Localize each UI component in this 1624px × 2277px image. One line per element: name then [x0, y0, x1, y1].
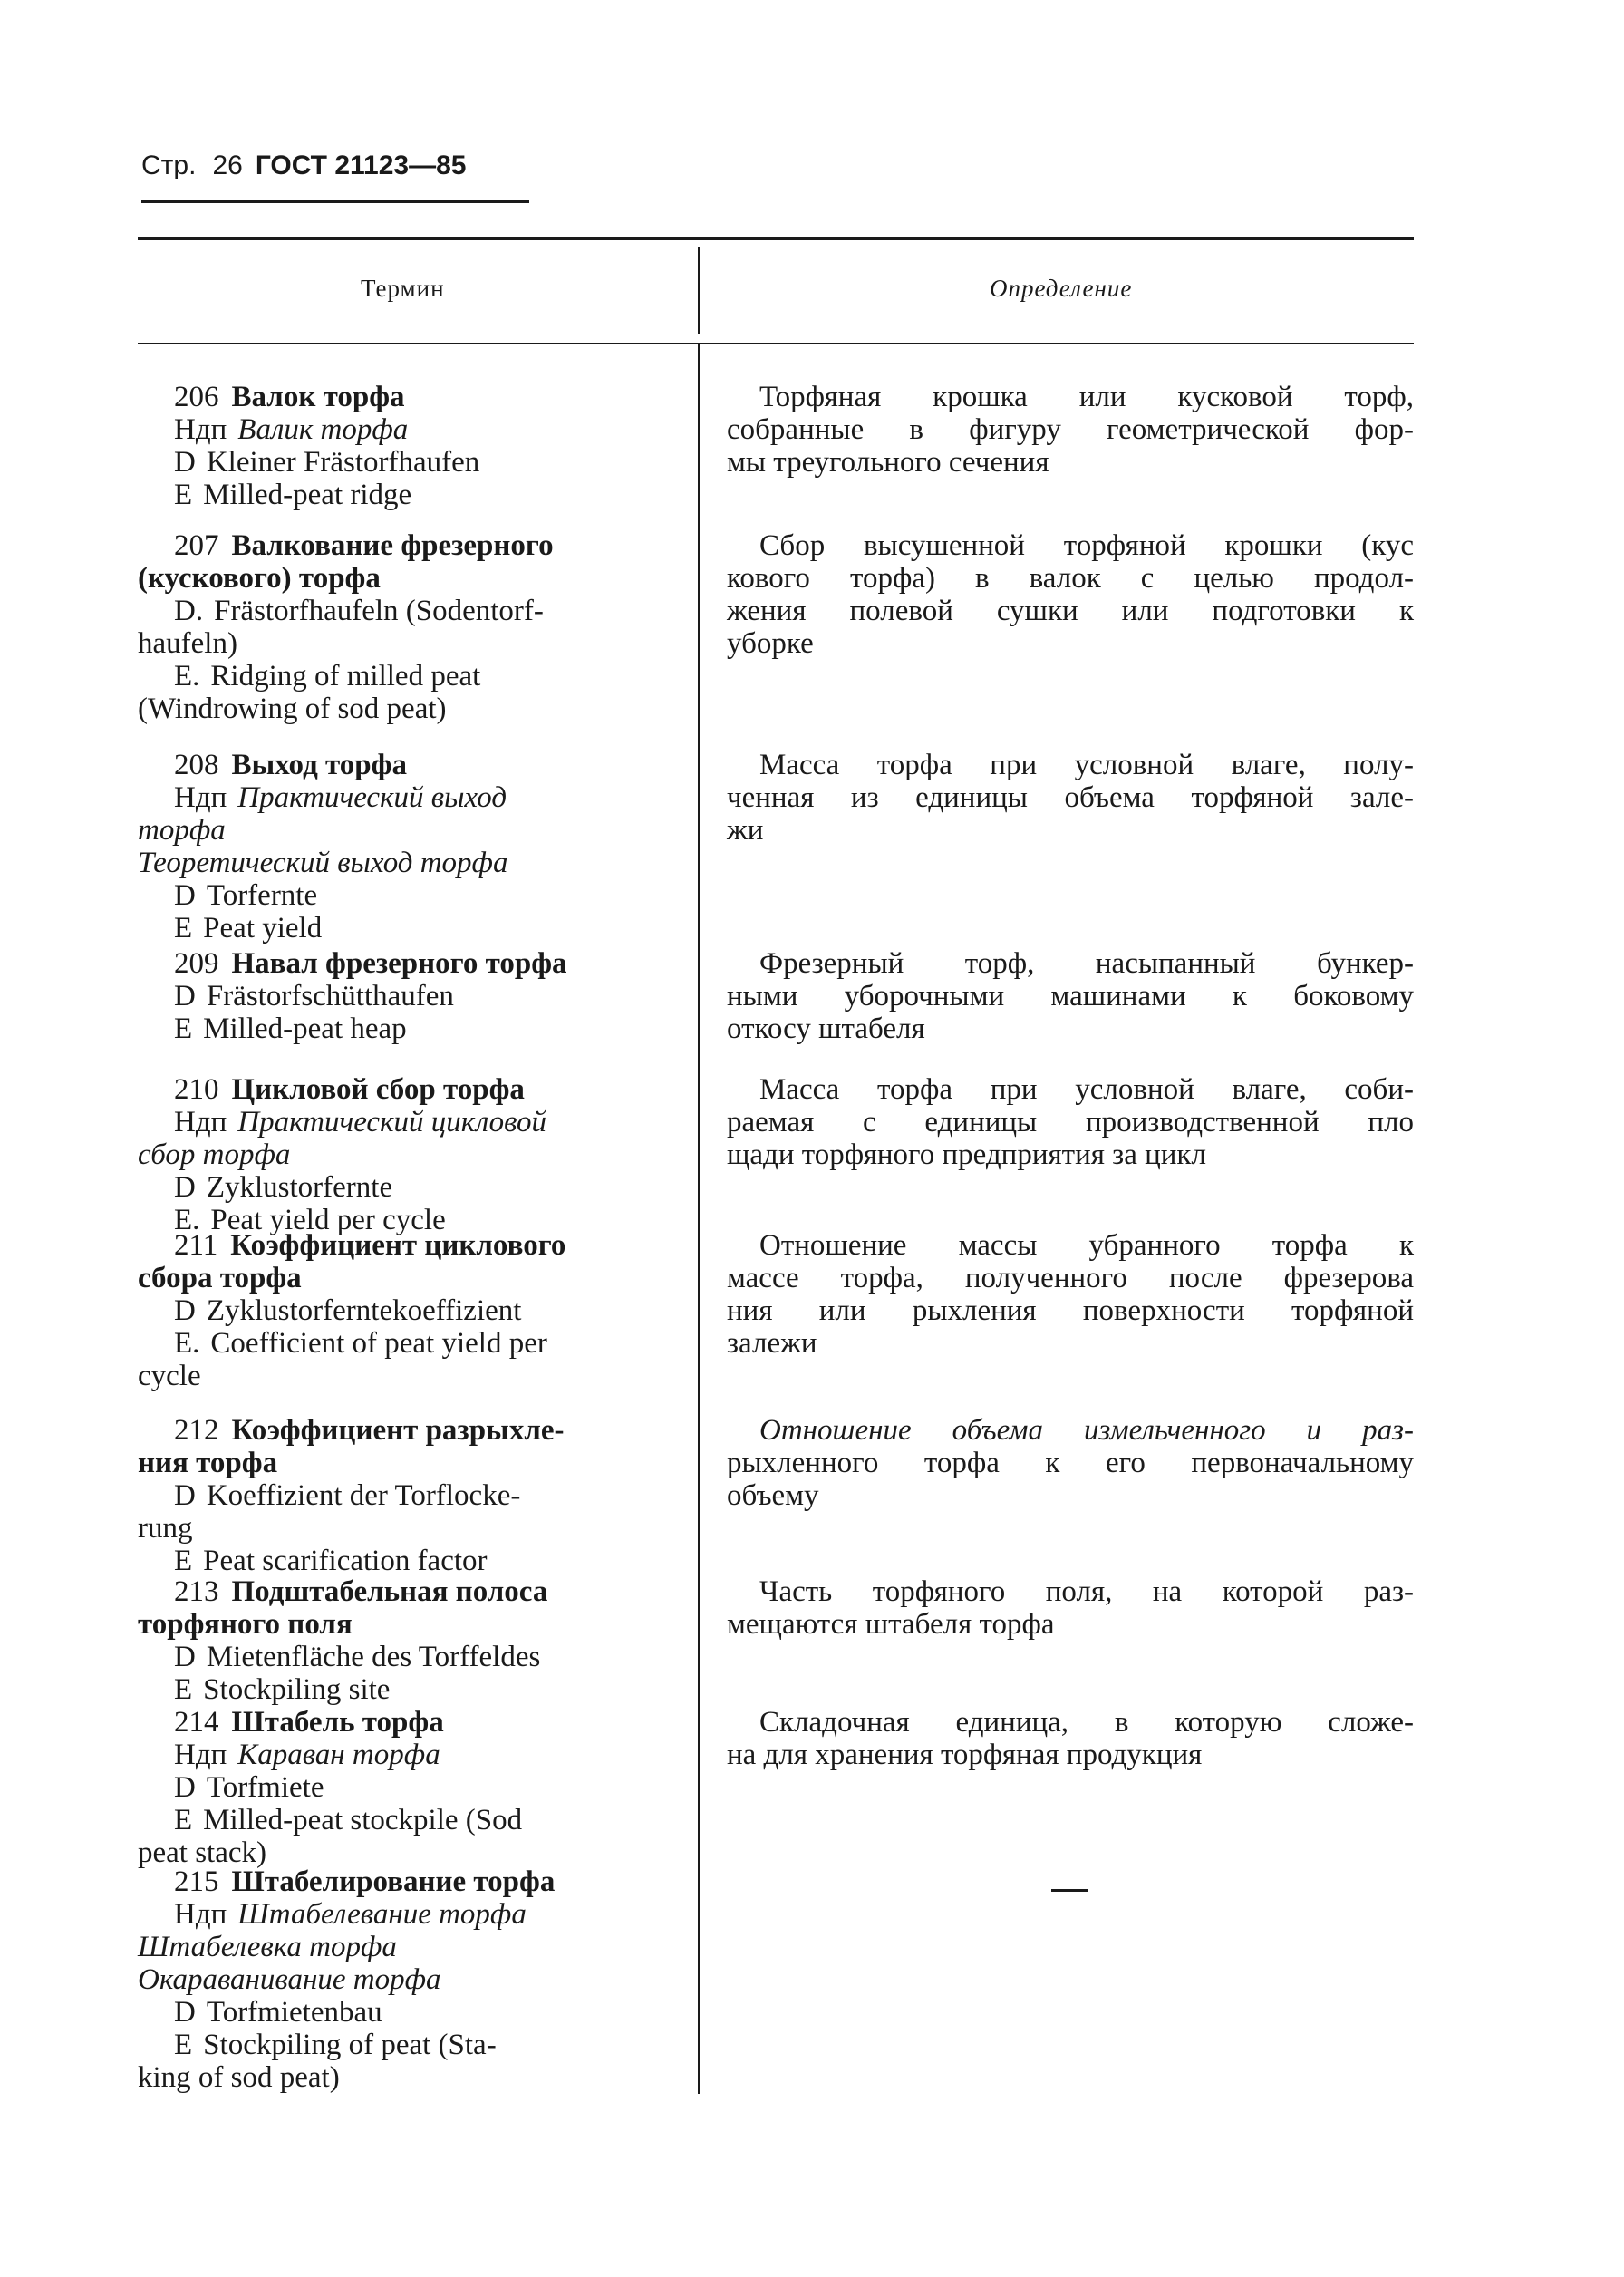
term-entry: [138, 1865, 672, 2094]
definition-entry: [727, 749, 1414, 847]
variant-prefix: D: [174, 980, 196, 1013]
table-header-rule: [138, 343, 1414, 344]
term-title: Подштабельная полоса: [231, 1575, 548, 1608]
definition-line: Фрезерный торф, насыпанный бункер-: [759, 947, 1414, 980]
term-variant-continuation: [138, 1836, 672, 1869]
definition-line: массе торфа, полученного после фрезерова: [727, 1262, 1414, 1294]
term-number: 213: [174, 1575, 219, 1608]
term-title-line: [138, 1865, 672, 1898]
definition-line: Часть торфяного поля, на которой раз-: [759, 1575, 1414, 1608]
header-column-divider: [698, 247, 700, 334]
variant-prefix: E.: [174, 1327, 200, 1360]
term-title-continuation: [138, 1447, 672, 1479]
term-variant: [138, 1739, 672, 1771]
variant-text: Kleiner Frästorfhaufen: [206, 446, 480, 479]
definition-line: щади торфяного предприятия за цикл: [727, 1138, 1206, 1171]
definition-entry: [727, 947, 1414, 1045]
definition-line: мещаются штабеля торфа: [727, 1608, 1055, 1641]
variant-prefix: D: [174, 1171, 196, 1204]
variant-prefix: Ндп: [174, 1739, 227, 1771]
term-number: 209: [174, 947, 219, 980]
term-entry: [138, 749, 672, 945]
term-variant: [138, 1545, 672, 1577]
variant-prefix: D: [174, 1294, 196, 1327]
term-number: 215: [174, 1865, 219, 1898]
variant-prefix: E: [174, 2029, 193, 2061]
term-title-continuation: [138, 1262, 672, 1294]
definition-line: Масса торфа при условной влаге, соби-: [759, 1073, 1414, 1106]
term-variant: [138, 1898, 672, 1931]
variant-text: сбор торфа: [138, 1138, 291, 1171]
term-title: Валкование фрезерного: [231, 529, 554, 562]
variant-text: Torfmietenbau: [206, 1996, 382, 2029]
definition-entry: [727, 1706, 1414, 1771]
variant-text: Теоретический выход торфа: [138, 847, 508, 879]
column-header-term: Термин: [361, 275, 445, 302]
definition-line: залежи: [727, 1327, 817, 1360]
variant-prefix: D: [174, 1641, 196, 1673]
term-variant: [138, 1804, 672, 1836]
term-variant-continuation: [138, 1138, 672, 1171]
column-divider: [698, 344, 700, 2094]
variant-text: Milled-peat ridge: [203, 479, 412, 511]
variant-prefix: E: [174, 1673, 193, 1706]
term-entry: [138, 1414, 672, 1577]
variant-text: Torfernte: [206, 879, 318, 912]
variant-text: Ridging of milled peat: [210, 660, 481, 693]
term-entry: [138, 947, 672, 1045]
term-title-line: [138, 381, 672, 413]
variant-text: Практический выход: [237, 781, 508, 814]
term-entry: [138, 529, 672, 725]
definition-line: объему: [727, 1479, 819, 1512]
definition-line: уборке: [727, 627, 814, 660]
term-title: Коэффициент разрыхле-: [231, 1414, 565, 1447]
term-variant-continuation: [138, 627, 672, 660]
term-variant: [138, 1641, 672, 1673]
definition-line: Отношение массы убранного торфа к: [759, 1229, 1414, 1262]
variant-text: Torfmiete: [206, 1771, 324, 1804]
term-variant: [138, 446, 672, 479]
term-variant: [138, 1013, 672, 1045]
variant-text: Mietenfläche des Torffeldes: [206, 1641, 541, 1673]
variant-text: Coefficient of peat yield per: [210, 1327, 547, 1360]
term-title: Штабель торфа: [231, 1706, 444, 1739]
term-variant-continuation: [138, 2061, 672, 2094]
term-title-line: [138, 749, 672, 781]
definition-line: ния или рыхления поверхности торфяной: [727, 1294, 1414, 1327]
definition-line: Масса торфа при условной влаге, полу-: [759, 749, 1414, 781]
term-variant-continuation: [138, 1963, 672, 1996]
column-header-definition: Определение: [990, 275, 1133, 302]
term-entry: [138, 1706, 672, 1869]
term-title: Валок торфа: [231, 381, 405, 413]
term-variant: [138, 1106, 672, 1138]
variant-text: торфа: [138, 814, 226, 847]
term-variant: [138, 660, 672, 693]
term-variant: [138, 980, 672, 1013]
definition-entry: [727, 1414, 1414, 1512]
term-variant: [138, 1294, 672, 1327]
term-number: 207: [174, 529, 219, 562]
term-title: Навал фрезерного торфа: [231, 947, 567, 980]
term-variant: [138, 1673, 672, 1706]
term-entry: [138, 1073, 672, 1236]
variant-prefix: E: [174, 1804, 193, 1836]
standard-code: ГОСТ 21123—85: [255, 150, 467, 180]
term-variant-continuation: [138, 847, 672, 879]
term-entry: [138, 1575, 672, 1706]
term-number: 211: [174, 1229, 218, 1262]
term-variant: [138, 1479, 672, 1512]
term-variant-continuation: [138, 814, 672, 847]
page-number: 26: [212, 150, 243, 180]
header-underline: [141, 200, 529, 203]
definition-entry: [727, 1073, 1414, 1171]
variant-prefix: Ндп: [174, 781, 227, 814]
variant-prefix: E.: [174, 1204, 200, 1236]
variant-text: haufeln): [138, 627, 237, 660]
variant-text: Milled-peat stockpile (Sod: [203, 1804, 523, 1836]
term-title: ния торфа: [138, 1447, 278, 1479]
definition-line: раемая с единицы производственной пло: [727, 1106, 1414, 1138]
definition-line: мы треугольного сечения: [727, 446, 1049, 479]
term-title: Коэффициент циклового: [230, 1229, 566, 1262]
definition-entry: [727, 1575, 1414, 1641]
term-variant-continuation: [138, 1931, 672, 1963]
term-variant: [138, 1996, 672, 2029]
term-variant: [138, 1771, 672, 1804]
term-variant: [138, 879, 672, 912]
term-number: 208: [174, 749, 219, 781]
term-title-line: [138, 529, 672, 562]
definition-line: откосу штабеля: [727, 1013, 925, 1045]
term-variant: [138, 479, 672, 511]
term-title: торфяного поля: [138, 1608, 353, 1641]
term-title: Штабелирование торфа: [231, 1865, 556, 1898]
definition-entry: [727, 1229, 1414, 1360]
variant-text: Zyklustorferntekoeffizient: [206, 1294, 522, 1327]
empty-definition-dash: [1051, 1889, 1088, 1892]
term-title: (кускового) торфа: [138, 562, 381, 595]
definition-entry: [727, 381, 1414, 479]
term-number: 206: [174, 381, 219, 413]
term-variant: [138, 912, 672, 945]
variant-prefix: E: [174, 912, 193, 945]
variant-text: Frästorfschütthaufen: [206, 980, 454, 1013]
variant-text: Frästorfhaufeln (Sodentorf-: [214, 595, 544, 627]
variant-prefix: E: [174, 1545, 193, 1577]
term-number: 212: [174, 1414, 219, 1447]
variant-text: cycle: [138, 1360, 201, 1392]
definition-line: ченная из единицы объема торфяной зале-: [727, 781, 1414, 814]
variant-prefix: D: [174, 879, 196, 912]
term-variant-continuation: [138, 693, 672, 725]
definition-line: жи: [727, 814, 764, 847]
term-title: сбора торфа: [138, 1262, 302, 1294]
definition-entry: [727, 529, 1414, 660]
variant-text: Окараванивание торфа: [138, 1963, 441, 1996]
variant-text: Практический цикловой: [237, 1106, 547, 1138]
variant-prefix: E: [174, 479, 193, 511]
definition-line: жения полевой сушки или подготовки к: [727, 595, 1414, 627]
definition-line: рыхленного торфа к его первоначальному: [727, 1447, 1414, 1479]
term-variant: [138, 595, 672, 627]
term-variant: [138, 2029, 672, 2061]
variant-text: Валик торфа: [237, 413, 409, 446]
variant-text: Штабелевка торфа: [138, 1931, 397, 1963]
variant-text: (Windrowing of sod peat): [138, 693, 447, 725]
variant-text: Stockpiling of peat (Sta-: [203, 2029, 497, 2061]
definition-line: кового торфа) в валок с целью продол-: [727, 562, 1414, 595]
variant-prefix: D: [174, 1479, 196, 1512]
table-top-rule: [138, 237, 1414, 240]
variant-text: Peat scarification factor: [203, 1545, 488, 1577]
term-title: Цикловой сбор торфа: [231, 1073, 525, 1106]
term-variant: [138, 781, 672, 814]
term-variant-continuation: [138, 1512, 672, 1545]
term-variant: [138, 1327, 672, 1360]
variant-text: king of sod peat): [138, 2061, 340, 2094]
definition-line: Складочная единица, в которую сложе-: [759, 1706, 1414, 1739]
variant-prefix: D.: [174, 595, 204, 627]
term-entry: [138, 1229, 672, 1392]
term-title-line: [138, 1414, 672, 1447]
variant-prefix: E: [174, 1013, 193, 1045]
variant-prefix: Ндп: [174, 413, 227, 446]
term-number: 210: [174, 1073, 219, 1106]
definition-line: на для хранения торфяная продукция: [727, 1739, 1203, 1771]
variant-text: Stockpiling site: [203, 1673, 391, 1706]
definition-line: Отношение объема измельченного и раз-: [759, 1414, 1414, 1447]
definition-line: ными уборочными машинами к боковому: [727, 980, 1414, 1013]
variant-text: Караван торфа: [237, 1739, 440, 1771]
page-header: [141, 150, 466, 182]
term-entry: [138, 381, 672, 511]
term-title-continuation: [138, 1608, 672, 1641]
variant-text: Milled-peat heap: [203, 1013, 407, 1045]
term-variant-continuation: [138, 1360, 672, 1392]
term-variant: [138, 1171, 672, 1204]
variant-text: Peat yield: [203, 912, 323, 945]
term-title-continuation: [138, 562, 672, 595]
variant-text: peat stack): [138, 1836, 267, 1869]
definition-line: Торфяная крошка или кусковой торф,: [759, 381, 1414, 413]
definition-line: Сбор высушенной торфяной крошки (кус: [759, 529, 1414, 562]
variant-prefix: D: [174, 1771, 196, 1804]
term-title-line: [138, 947, 672, 980]
term-title-line: [138, 1575, 672, 1608]
term-variant: [138, 413, 672, 446]
variant-text: Штабелевание торфа: [237, 1898, 527, 1931]
variant-text: Zyklustorfernte: [206, 1171, 393, 1204]
variant-text: Peat yield per cycle: [210, 1204, 446, 1236]
term-title-line: [138, 1229, 672, 1262]
variant-text: Koeffizient der Torflocke-: [206, 1479, 521, 1512]
term-title-line: [138, 1073, 672, 1106]
term-title: Выход торфа: [231, 749, 407, 781]
variant-prefix: Ндп: [174, 1898, 227, 1931]
definition-line: собранные в фигуру геометрической фор-: [727, 413, 1414, 446]
variant-prefix: Ндп: [174, 1106, 227, 1138]
variant-prefix: D: [174, 1996, 196, 2029]
term-title-line: [138, 1706, 672, 1739]
page-label: Стр.: [141, 150, 197, 180]
variant-prefix: D: [174, 446, 196, 479]
variant-prefix: E.: [174, 660, 200, 693]
variant-text: rung: [138, 1512, 193, 1545]
term-number: 214: [174, 1706, 219, 1739]
